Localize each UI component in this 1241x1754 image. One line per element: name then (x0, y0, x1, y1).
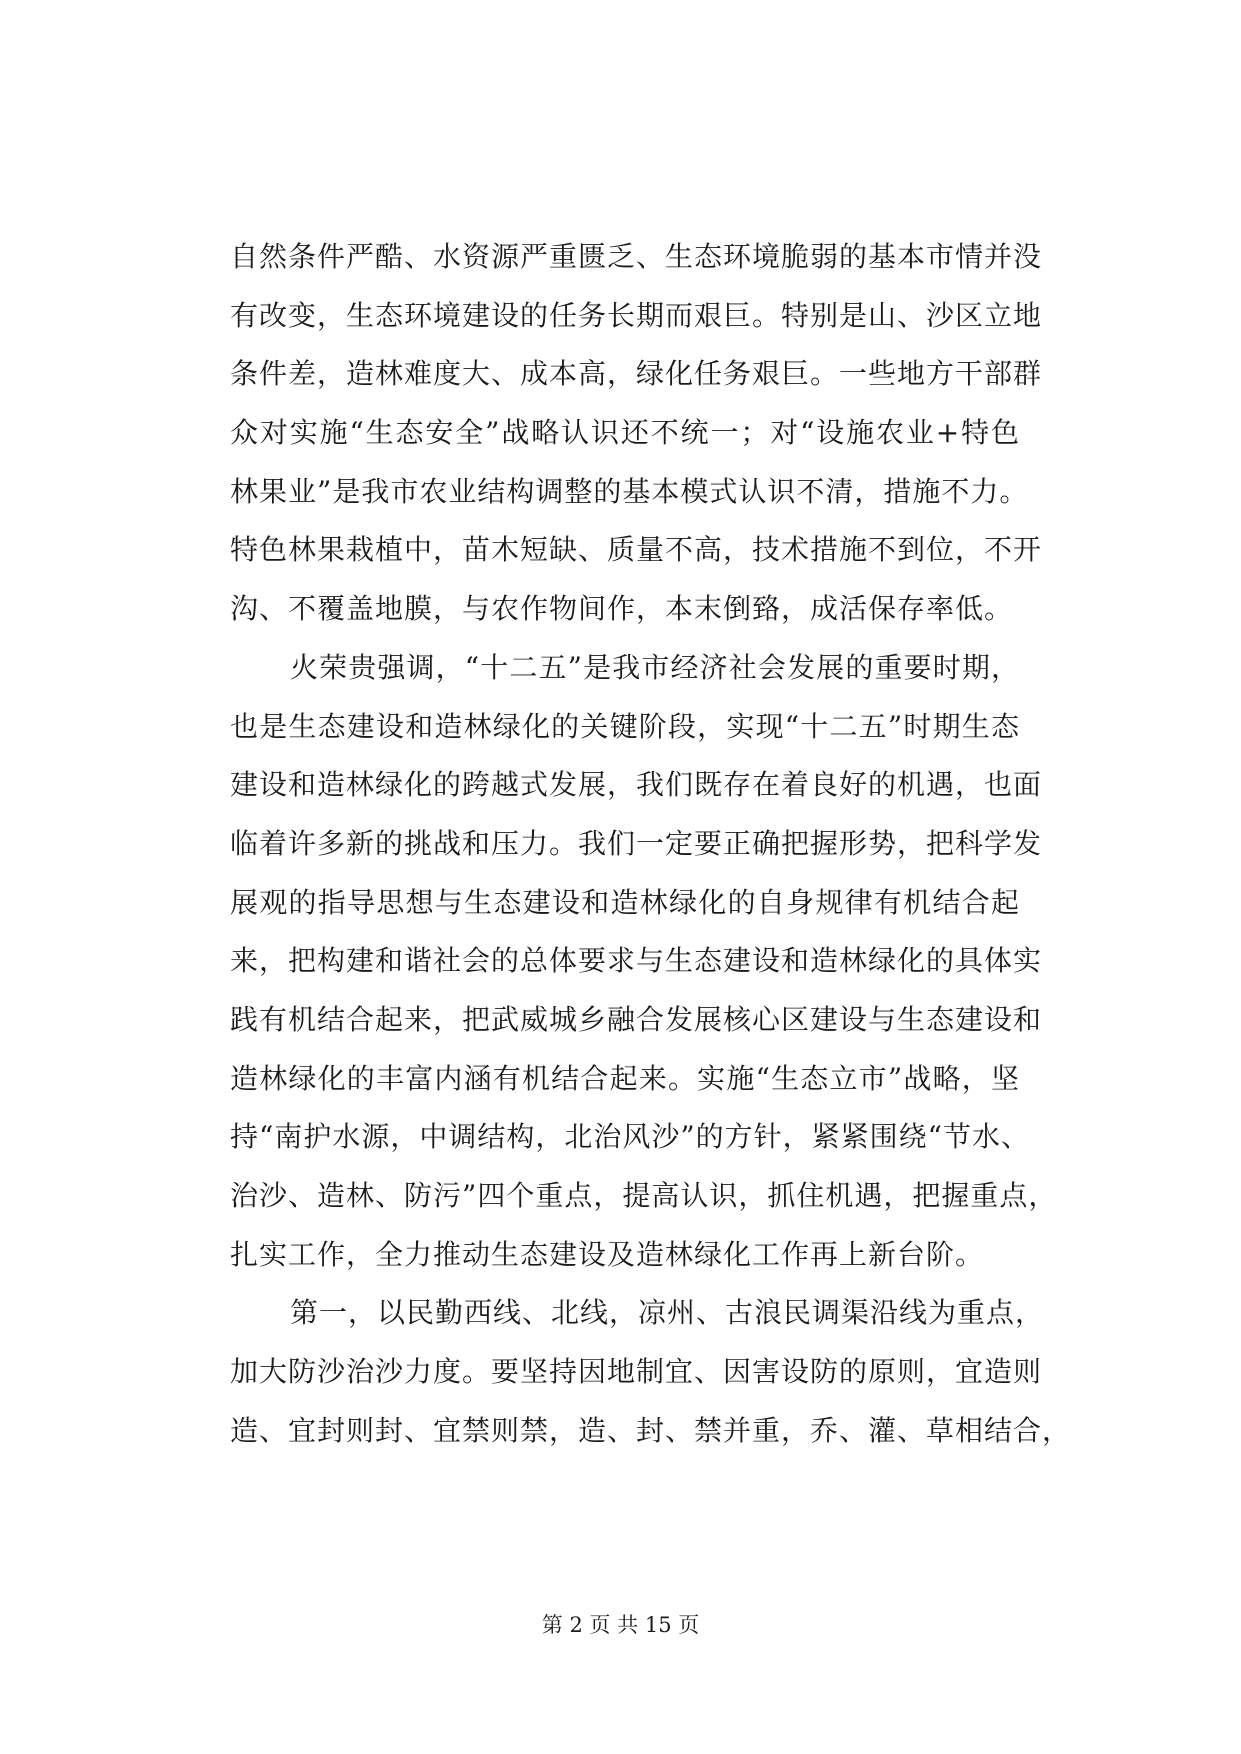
text-line: 特色林果栽植中，苗木短缺、质量不高，技术措施不到位，不开 (230, 533, 1043, 567)
text-line: 众对实施“生态安全”战略认识还不统一；对“设施农业+特色 (230, 416, 1020, 450)
text-line: 自然条件严酷、水资源严重匮乏、生态环境脆弱的基本市情并没 (230, 240, 1043, 273)
page-footer (0, 1610, 1241, 1640)
text-line: 践有机结合起来，把武威城乡融合发展核心区建设与生态建设和 (230, 1002, 1043, 1036)
text-line: 建设和造林绿化的跨越式发展，我们既存在着良好的机遇，也面 (230, 768, 1043, 802)
text-line: 持“南护水源，中调结构，北治风沙”的方针，紧紧围绕“节水、 (230, 1120, 1030, 1154)
text-line: 展观的指导思想与生态建设和造林绿化的自身规律有机结合起 (230, 885, 1020, 919)
text-line: 来，把构建和谐社会的总体要求与生态建设和造林绿化的具体实 (230, 944, 1043, 978)
text-line: 治沙、造林、防污”四个重点，提高认识，抓住机遇，把握重点， (230, 1179, 1058, 1212)
text-line: 沟、不覆盖地膜，与农作物间作，本末倒臵，成活保存率低。 (230, 592, 1014, 626)
text-line: 造林绿化的丰富内涵有机结合起来。实施“生态立市”战略，坚 (230, 1061, 1020, 1095)
text-line: 扎实工作，全力推动生态建设及造林绿化工作再上新台阶。 (230, 1237, 985, 1271)
paragraph-first-line: 第一，以民勤西线、北线，凉州、古浪民调渠沿线为重点， (290, 1296, 1045, 1330)
text-line: 有改变，生态环境建设的任务长期而艰巨。特别是山、沙区立地 (230, 298, 1043, 332)
text-line: 也是生态建设和造林绿化的关键阶段，实现“十二五”时期生态 (230, 709, 1020, 743)
text-line: 临着许多新的挑战和压力。我们一定要正确把握形势，把科学发 (230, 826, 1043, 860)
text-line: 条件差，造林难度大、成本高，绿化任务艰巨。一些地方干部群 (230, 357, 1043, 391)
text-line: 加大防沙治沙力度。要坚持因地制宜、因害设防的原则，宜造则 (230, 1355, 1043, 1389)
body-text (230, 228, 1072, 1460)
paragraph-first-line: 火荣贵强调，“十二五”是我市经济社会发展的重要时期， (290, 650, 1020, 684)
page-number: 第 2 页 共 15 页 (541, 1613, 700, 1637)
text-line: 造、宜封则封、宜禁则禁，造、封、禁并重，乔、灌、草相结合， (230, 1413, 1072, 1447)
text-line: 林果业”是我市农业结构调整的基本模式认识不清，措施不力。 (230, 474, 1029, 508)
